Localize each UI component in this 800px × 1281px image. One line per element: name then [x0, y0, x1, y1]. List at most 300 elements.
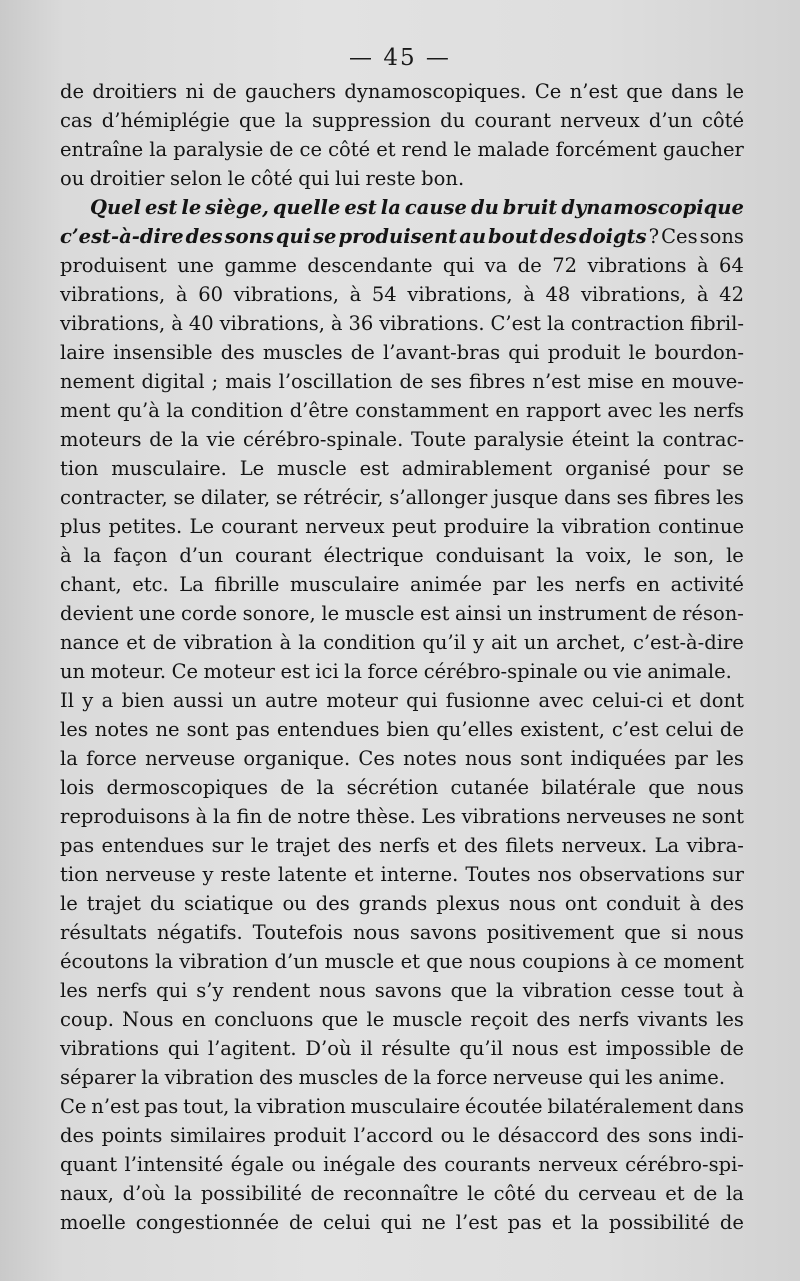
text-line	[60, 222, 744, 251]
word: et	[400, 950, 420, 973]
text-line	[60, 541, 744, 570]
word: qui	[508, 341, 540, 364]
word: droitier	[89, 167, 165, 190]
word: réson-	[682, 602, 744, 625]
word: la	[316, 776, 335, 799]
word: nous	[352, 921, 400, 944]
word: de	[719, 718, 744, 741]
word: de	[399, 370, 424, 393]
word: notre	[297, 805, 351, 828]
word: de	[719, 1211, 744, 1234]
word: de	[719, 1037, 744, 1060]
word: nerveuse	[492, 1066, 583, 1089]
word: façon	[113, 544, 168, 567]
word: Toutes	[465, 863, 531, 886]
word: à	[732, 979, 744, 1002]
word: est	[359, 457, 389, 480]
word: mise	[587, 370, 634, 393]
word: le	[321, 602, 340, 625]
word: pas	[144, 1095, 179, 1118]
word: égale	[230, 1153, 285, 1176]
word: nerveuses	[566, 805, 667, 828]
text-line	[60, 1150, 744, 1179]
word: de	[212, 80, 237, 103]
word: laire	[60, 341, 105, 364]
word: en	[181, 1008, 206, 1031]
word: des	[60, 1124, 95, 1147]
word: bout	[488, 225, 538, 248]
word: la	[536, 515, 555, 538]
word: force	[367, 660, 419, 683]
word: n’est	[532, 370, 581, 393]
word: moteur	[326, 689, 398, 712]
word: d’un	[179, 544, 224, 567]
word: de	[269, 138, 294, 161]
word: il	[360, 1037, 373, 1060]
word: vie	[613, 660, 642, 683]
word: de	[149, 428, 174, 451]
word: Ce	[60, 1095, 87, 1118]
word: n’est	[569, 80, 618, 103]
word: vibra-	[686, 834, 744, 857]
word: inégale	[323, 1153, 396, 1176]
word: nerfs	[379, 834, 430, 857]
text-line	[60, 454, 744, 483]
word: Le	[189, 515, 215, 538]
word: des	[606, 1124, 641, 1147]
word: courant	[474, 109, 551, 132]
word: par	[492, 573, 526, 596]
word: muscle	[277, 457, 347, 480]
word: muscle	[392, 1008, 463, 1031]
word: les	[658, 399, 687, 422]
text-line	[60, 918, 744, 947]
word: en	[640, 370, 665, 393]
word: sons	[224, 225, 274, 248]
word: une	[138, 602, 176, 625]
text-line	[60, 628, 744, 657]
word: produisent	[60, 254, 167, 277]
word: à	[175, 283, 188, 306]
text-line	[60, 744, 744, 773]
word: des	[709, 892, 744, 915]
word: possibilité	[608, 1211, 710, 1234]
word: les	[536, 573, 565, 596]
word: fin	[236, 805, 263, 828]
word: cérébro-spinale	[423, 660, 578, 683]
text-line	[60, 280, 744, 309]
word: celui-ci	[592, 689, 664, 712]
word: que	[450, 979, 488, 1002]
word: à	[689, 892, 701, 915]
word: D’où	[305, 1037, 352, 1060]
word: vibrations	[461, 805, 561, 828]
word: trajet	[276, 834, 331, 857]
word: est	[567, 1037, 597, 1060]
word: la	[234, 1095, 252, 1118]
word: pas	[235, 718, 270, 741]
word: de	[693, 1182, 718, 1205]
word: nerveux.	[561, 834, 648, 857]
word: cas	[60, 109, 93, 132]
word: reproduisons	[60, 805, 190, 828]
word: La	[654, 834, 680, 857]
word: bilatéralement	[547, 1095, 693, 1118]
word: contrac-	[662, 428, 744, 451]
word: la	[60, 747, 78, 770]
text-line	[60, 1179, 744, 1208]
word: organisé	[565, 457, 651, 480]
word: muscle	[324, 950, 395, 973]
word: condition	[323, 631, 416, 654]
word: la	[141, 1066, 160, 1089]
word: chant,	[60, 573, 122, 596]
word: produire	[443, 515, 530, 538]
word: nerfs	[96, 979, 148, 1002]
word: bien	[386, 718, 430, 741]
word: paralysie	[173, 138, 264, 161]
word: naux,	[60, 1182, 114, 1205]
word: et	[437, 834, 457, 857]
word: digital	[141, 370, 205, 393]
word: cérébro-spi-	[625, 1153, 744, 1176]
body-text	[60, 77, 744, 1237]
word: y	[473, 631, 485, 654]
word: à	[60, 544, 72, 567]
word: est	[344, 196, 377, 219]
word: à	[696, 254, 709, 277]
word: résulte	[381, 1037, 451, 1060]
word: vibration	[179, 950, 269, 973]
word: Toutefois	[252, 921, 343, 944]
word: pas	[507, 1211, 542, 1234]
word: un	[507, 602, 533, 625]
word: d’être	[289, 399, 349, 422]
word: le	[227, 167, 246, 190]
word: grands	[358, 892, 428, 915]
word: forcément	[555, 138, 657, 161]
word: ses	[616, 486, 649, 509]
text-line	[60, 599, 744, 628]
word: entraîne	[60, 138, 144, 161]
word: dans	[697, 1095, 744, 1118]
word: c’est-à-dire	[632, 631, 744, 654]
word: par	[674, 747, 708, 770]
word: vibration	[522, 979, 612, 1002]
word: nance	[60, 631, 120, 654]
word: dont	[699, 689, 744, 712]
word: quant	[60, 1153, 118, 1176]
text-line	[60, 802, 744, 831]
word: sciatique	[184, 892, 274, 915]
word: qu’il	[422, 631, 467, 654]
word: ment	[60, 399, 111, 422]
word: tout,	[183, 1095, 230, 1118]
word: vibrations,	[407, 283, 513, 306]
word: des	[402, 1153, 437, 1176]
word: écoutons	[60, 950, 149, 973]
word: cesse	[620, 979, 675, 1002]
word: n’est	[91, 1095, 140, 1118]
word: bilatérale	[541, 776, 636, 799]
word: congestionnée	[135, 1211, 280, 1234]
word: ne	[155, 718, 180, 741]
word: dans	[671, 80, 718, 103]
word: sont	[701, 805, 744, 828]
word: pas	[60, 834, 95, 857]
word: constamment	[355, 399, 489, 422]
text-line	[60, 193, 744, 222]
word: lois	[60, 776, 95, 799]
word: musculaire.	[111, 457, 227, 480]
word: courants	[444, 1153, 531, 1176]
word: tout	[683, 979, 724, 1002]
word: à	[279, 631, 292, 654]
word: côté	[250, 167, 293, 190]
text-line	[60, 309, 744, 338]
word: électrique	[323, 544, 424, 567]
word: le	[250, 834, 269, 857]
word: rendent	[232, 979, 311, 1002]
word: le	[366, 1008, 385, 1031]
word: son,	[673, 544, 715, 567]
text-line	[60, 715, 744, 744]
word: désaccord	[497, 1124, 599, 1147]
word: ne	[672, 805, 697, 828]
word: va	[484, 254, 508, 277]
word: côté	[328, 138, 371, 161]
text-line	[60, 251, 744, 280]
word: y	[202, 863, 214, 886]
word: du	[440, 109, 466, 132]
word: etc.	[132, 573, 169, 596]
word: dermoscopiques	[106, 776, 269, 799]
word: C’est	[490, 312, 542, 335]
word: produit	[273, 1124, 347, 1147]
word: la	[166, 399, 185, 422]
word: vibrations	[587, 254, 687, 277]
word: ont	[564, 892, 598, 915]
word: ou	[583, 660, 608, 683]
word: paralysie	[473, 428, 564, 451]
word: organique.	[243, 747, 351, 770]
word: ;	[211, 370, 219, 393]
word: nerfs	[693, 399, 744, 422]
word: négatifs.	[156, 921, 243, 944]
word: nous	[469, 950, 516, 973]
text-line	[60, 860, 744, 889]
word: qu’à	[116, 399, 160, 422]
word: sur	[211, 834, 244, 857]
word: les	[716, 747, 744, 770]
word: nos	[537, 863, 572, 886]
word: devient	[60, 602, 134, 625]
word: des	[220, 341, 255, 364]
word: positivement	[486, 921, 615, 944]
word: concluons	[214, 1008, 314, 1031]
word: selon	[169, 167, 223, 190]
word: instrument	[537, 602, 647, 625]
word: 40	[188, 312, 214, 335]
text-line	[60, 976, 744, 1005]
word: nous	[697, 921, 744, 944]
word: 64	[719, 254, 744, 277]
word: Le	[239, 457, 265, 480]
word: qui	[156, 979, 188, 1002]
word: se	[722, 457, 744, 480]
word: contraction	[570, 312, 685, 335]
word: condition	[190, 399, 284, 422]
word: à	[616, 950, 629, 973]
word: gamme	[224, 254, 297, 277]
word: vibration	[183, 631, 273, 654]
word: aussi	[172, 689, 224, 712]
word: observations	[578, 863, 706, 886]
word: admirablement	[401, 457, 553, 480]
text-line	[60, 164, 744, 193]
text-line	[60, 889, 744, 918]
word: sur	[712, 863, 744, 886]
word: reconnaître	[343, 1182, 459, 1205]
word: ou	[440, 1124, 465, 1147]
text-line	[60, 135, 744, 164]
word: cerveau	[578, 1182, 657, 1205]
word: l’accord	[353, 1124, 434, 1147]
word: descendante	[307, 254, 433, 277]
text-line	[60, 947, 744, 976]
word: conduisant	[435, 544, 545, 567]
word: l’oscillation	[278, 370, 393, 393]
word: l’agitent.	[207, 1037, 297, 1060]
word: d’hémiplégie	[101, 109, 230, 132]
word: plus	[60, 515, 102, 538]
word: d’un	[274, 950, 319, 973]
word: indiquées	[570, 747, 667, 770]
text-line	[60, 1092, 744, 1121]
word: sons	[647, 1124, 693, 1147]
text-line	[60, 1208, 744, 1237]
word: Ces	[358, 747, 395, 770]
word: qui	[275, 225, 312, 248]
word: et	[354, 863, 374, 886]
word: doigts	[578, 225, 647, 248]
text-line	[60, 657, 744, 686]
word: muscles	[262, 341, 343, 364]
word: de	[60, 80, 85, 103]
word: animale.	[647, 660, 732, 683]
text-line	[60, 773, 744, 802]
word: la	[556, 544, 574, 567]
word: mouve-	[671, 370, 744, 393]
word: ce	[299, 138, 322, 161]
word: nous	[509, 892, 556, 915]
word: nous	[465, 747, 512, 770]
word: fibres	[469, 370, 526, 393]
word: à	[696, 283, 709, 306]
word: se	[173, 486, 196, 509]
word: nerveux	[560, 109, 640, 132]
word: reste	[365, 167, 416, 190]
word: peut	[391, 515, 437, 538]
word: de	[280, 776, 305, 799]
word: en	[636, 573, 661, 596]
word: trajet	[86, 892, 141, 915]
word: Nous	[122, 1008, 174, 1031]
word: bien	[121, 689, 165, 712]
word: 54	[371, 283, 397, 306]
word: la	[174, 1182, 193, 1205]
word: jusque	[493, 486, 559, 509]
word: vibrations,	[580, 283, 687, 306]
word: voix,	[585, 544, 633, 567]
word: la	[547, 312, 565, 335]
word: les	[716, 486, 744, 509]
word: latente	[277, 863, 348, 886]
word: d’où	[122, 1182, 166, 1205]
word: qui	[167, 1037, 200, 1060]
word: vie	[206, 428, 236, 451]
text-line	[60, 396, 744, 425]
word: que	[321, 1008, 359, 1031]
word: un	[60, 660, 86, 683]
word: rétrécir,	[303, 486, 384, 509]
word: vibrations,	[60, 283, 166, 306]
word: qui	[298, 167, 330, 190]
word: Il	[60, 689, 74, 712]
word: corde	[181, 602, 238, 625]
word: Ce	[171, 660, 199, 683]
text-line	[60, 77, 744, 106]
word: mais	[225, 370, 272, 393]
word: produisent	[338, 225, 458, 248]
word: reçoit	[470, 1008, 529, 1031]
word: le	[628, 341, 647, 364]
word: les	[60, 979, 88, 1002]
word: de	[383, 1066, 408, 1089]
word: la	[636, 428, 655, 451]
word: fusionne	[445, 689, 531, 712]
word: courant	[221, 515, 298, 538]
text-line	[60, 512, 744, 541]
word: nement	[60, 370, 135, 393]
word: au	[459, 225, 487, 248]
word: insensible	[113, 341, 213, 364]
word: le	[726, 544, 744, 567]
word: musculaire	[289, 573, 400, 596]
word: autre	[265, 689, 318, 712]
word: des	[536, 1008, 571, 1031]
word: entendues	[276, 718, 380, 741]
text-line	[60, 425, 744, 454]
word: en	[495, 399, 520, 422]
word: du	[149, 892, 176, 915]
text-line	[60, 831, 744, 860]
word: 42	[719, 283, 744, 306]
word: tion	[60, 863, 99, 886]
word: vibrations	[60, 1037, 160, 1060]
word: y	[82, 689, 94, 712]
word: se	[276, 486, 298, 509]
word: fibril-	[690, 312, 744, 335]
word: bon.	[421, 167, 465, 190]
text-line	[60, 1005, 744, 1034]
word: filets	[505, 834, 555, 857]
word: celui	[665, 718, 713, 741]
word: Les	[421, 805, 456, 828]
text-line	[60, 1063, 744, 1092]
word: continue	[658, 515, 744, 538]
word: moteurs	[60, 428, 142, 451]
